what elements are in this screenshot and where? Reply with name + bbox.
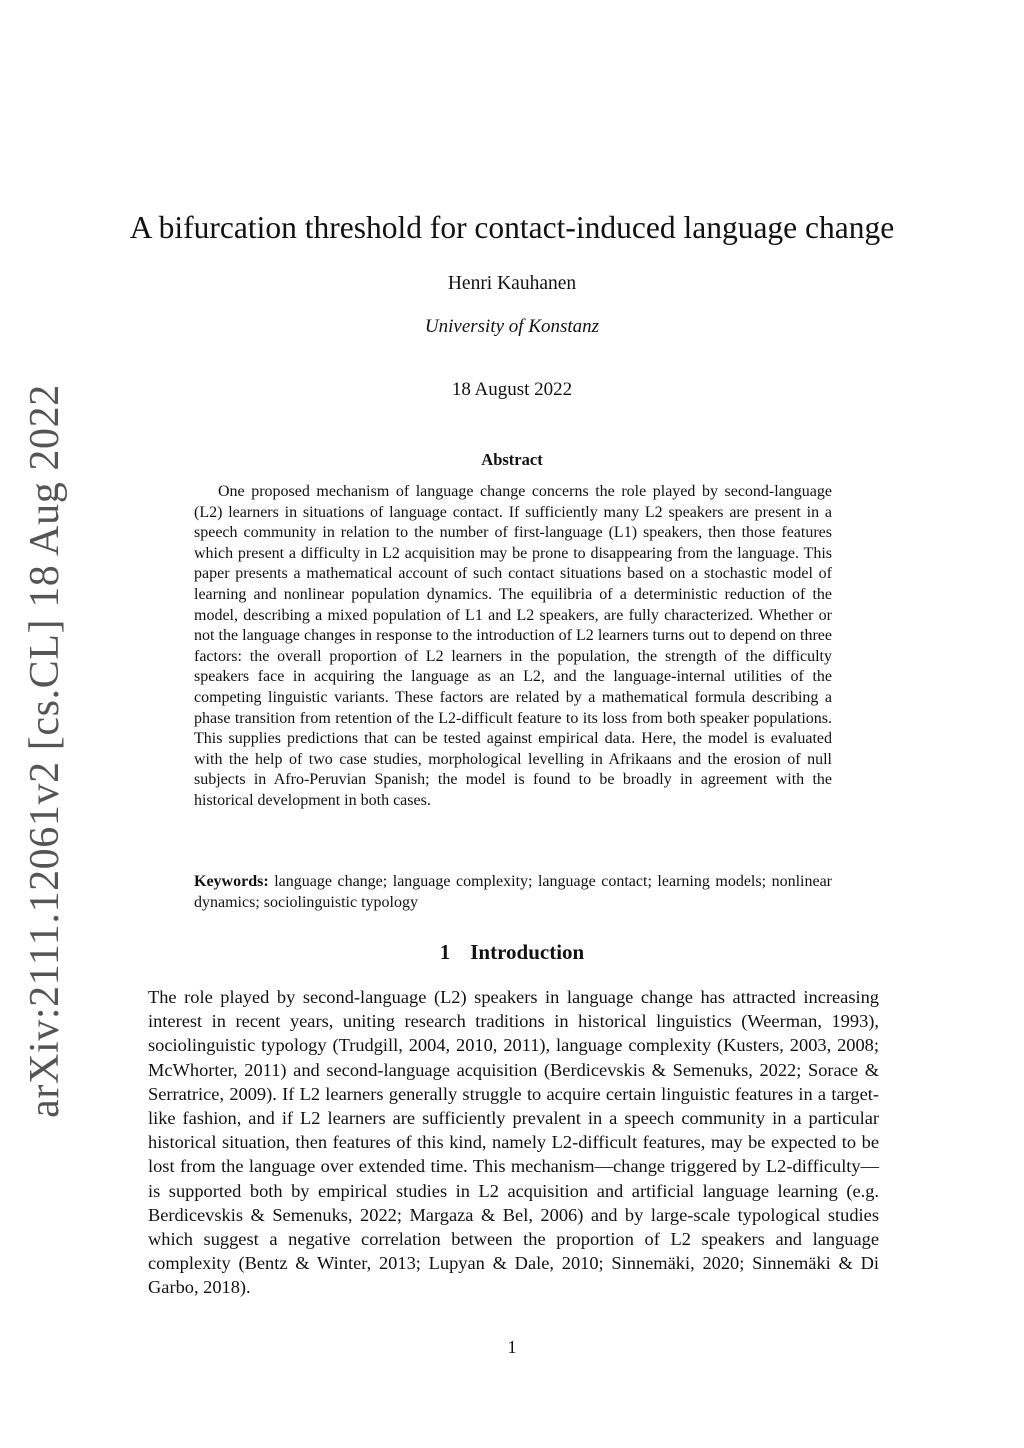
abstract-body: One proposed mechanism of language change concerns the role played by second-language (L2) learners in situations of language contact. If sufficiently many L2 speakers are present in a speech community in relation to the number of first-language (L1) speakers, then those features which present a difficulty in L2 acquisition may be prone to disappearing from the language. This paper presents a mathematical account of such contact situations based on a stochastic model of learning and nonlinear population dynamics. The equilibria of a deterministic reduction of the model, describing a mixed population of L1 and L2 speakers, are fully characterized. Whether or not the language changes in response to the introduction of L2 learners turns out to depend on three factors: the overall proportion of L2 learners in the population, the strength of the difficulty speakers face in acquiring the language as an L2, and the language-internal utilities of the competing linguistic variants. These factors are related by a mathematical formula describing a phase transition from retention of the L2-difficult feature to its loss from both speaker populations. This supplies predictions that can be tested against empirical data. Here, the model is evaluated with the help of two case studies, morphological levelling in Afrikaans and the erosion of null subjects in Afro-Peruvian Spanish; the model is found to be broadly in agreement with the historical development in both cases. [194, 483, 832, 809]
keywords-label: Keywords: [194, 873, 269, 890]
section-title: Introduction [470, 940, 585, 964]
paper-date: 18 August 2022 [451, 379, 573, 400]
section-number: 1 [439, 940, 451, 964]
introduction-paragraph: The role played by second-language (L2) speakers in language change has attracted increasing interest in recent years, uniting research traditions in historical linguistics (Weerman, 1993), sociolinguistic typology (Trudgill, 2004, 2010, 2011), language complexity (Kusters, 2003, 2008; McWhorter, 2011) and second-language acquisition (Berdicevskis & Semenuks, 2022; Sorace & Serratrice, 2009). If L2 learners generally struggle to acquire certain linguistic features in a target-like fashion, and if L2 learners are sufficiently prevalent in a speech community in a particular historical situation, then features of this kind, namely L2-difficult features, may be expected to be lost from the language over extended time. This mechanism—change triggered by L2-difficulty—is supported both by empirical studies in L2 acquisition and artificial language learning (e.g. Berdicevskis & Semenuks, 2022; Margaza & Bel, 2006) and by large-scale typological studies which suggest a negative correlation between the proportion of L2 speakers and language complexity (Bentz & Winter, 2013; Lupyan & Dale, 2010; Sinnemäki, 2020; Sinnemäki & Di Garbo, 2018). [148, 987, 879, 1298]
author-name: Henri Kauhanen [447, 273, 577, 294]
page-number: 1 [507, 1337, 517, 1357]
keywords [194, 872, 832, 913]
paper-title: A bifurcation threshold for contact-induced language change [129, 210, 895, 245]
author-affiliation: University of Konstanz [424, 316, 600, 337]
keywords-text: language change; language complexity; language contact; learning models; nonlinear dynamics; sociolinguistic typology [194, 873, 833, 911]
abstract-heading: Abstract [481, 450, 543, 469]
arxiv-stamp-text: arXiv:2111.12061v2 [cs.CL] 18 Aug 2022 [22, 383, 68, 1118]
section-heading [0, 940, 1024, 965]
